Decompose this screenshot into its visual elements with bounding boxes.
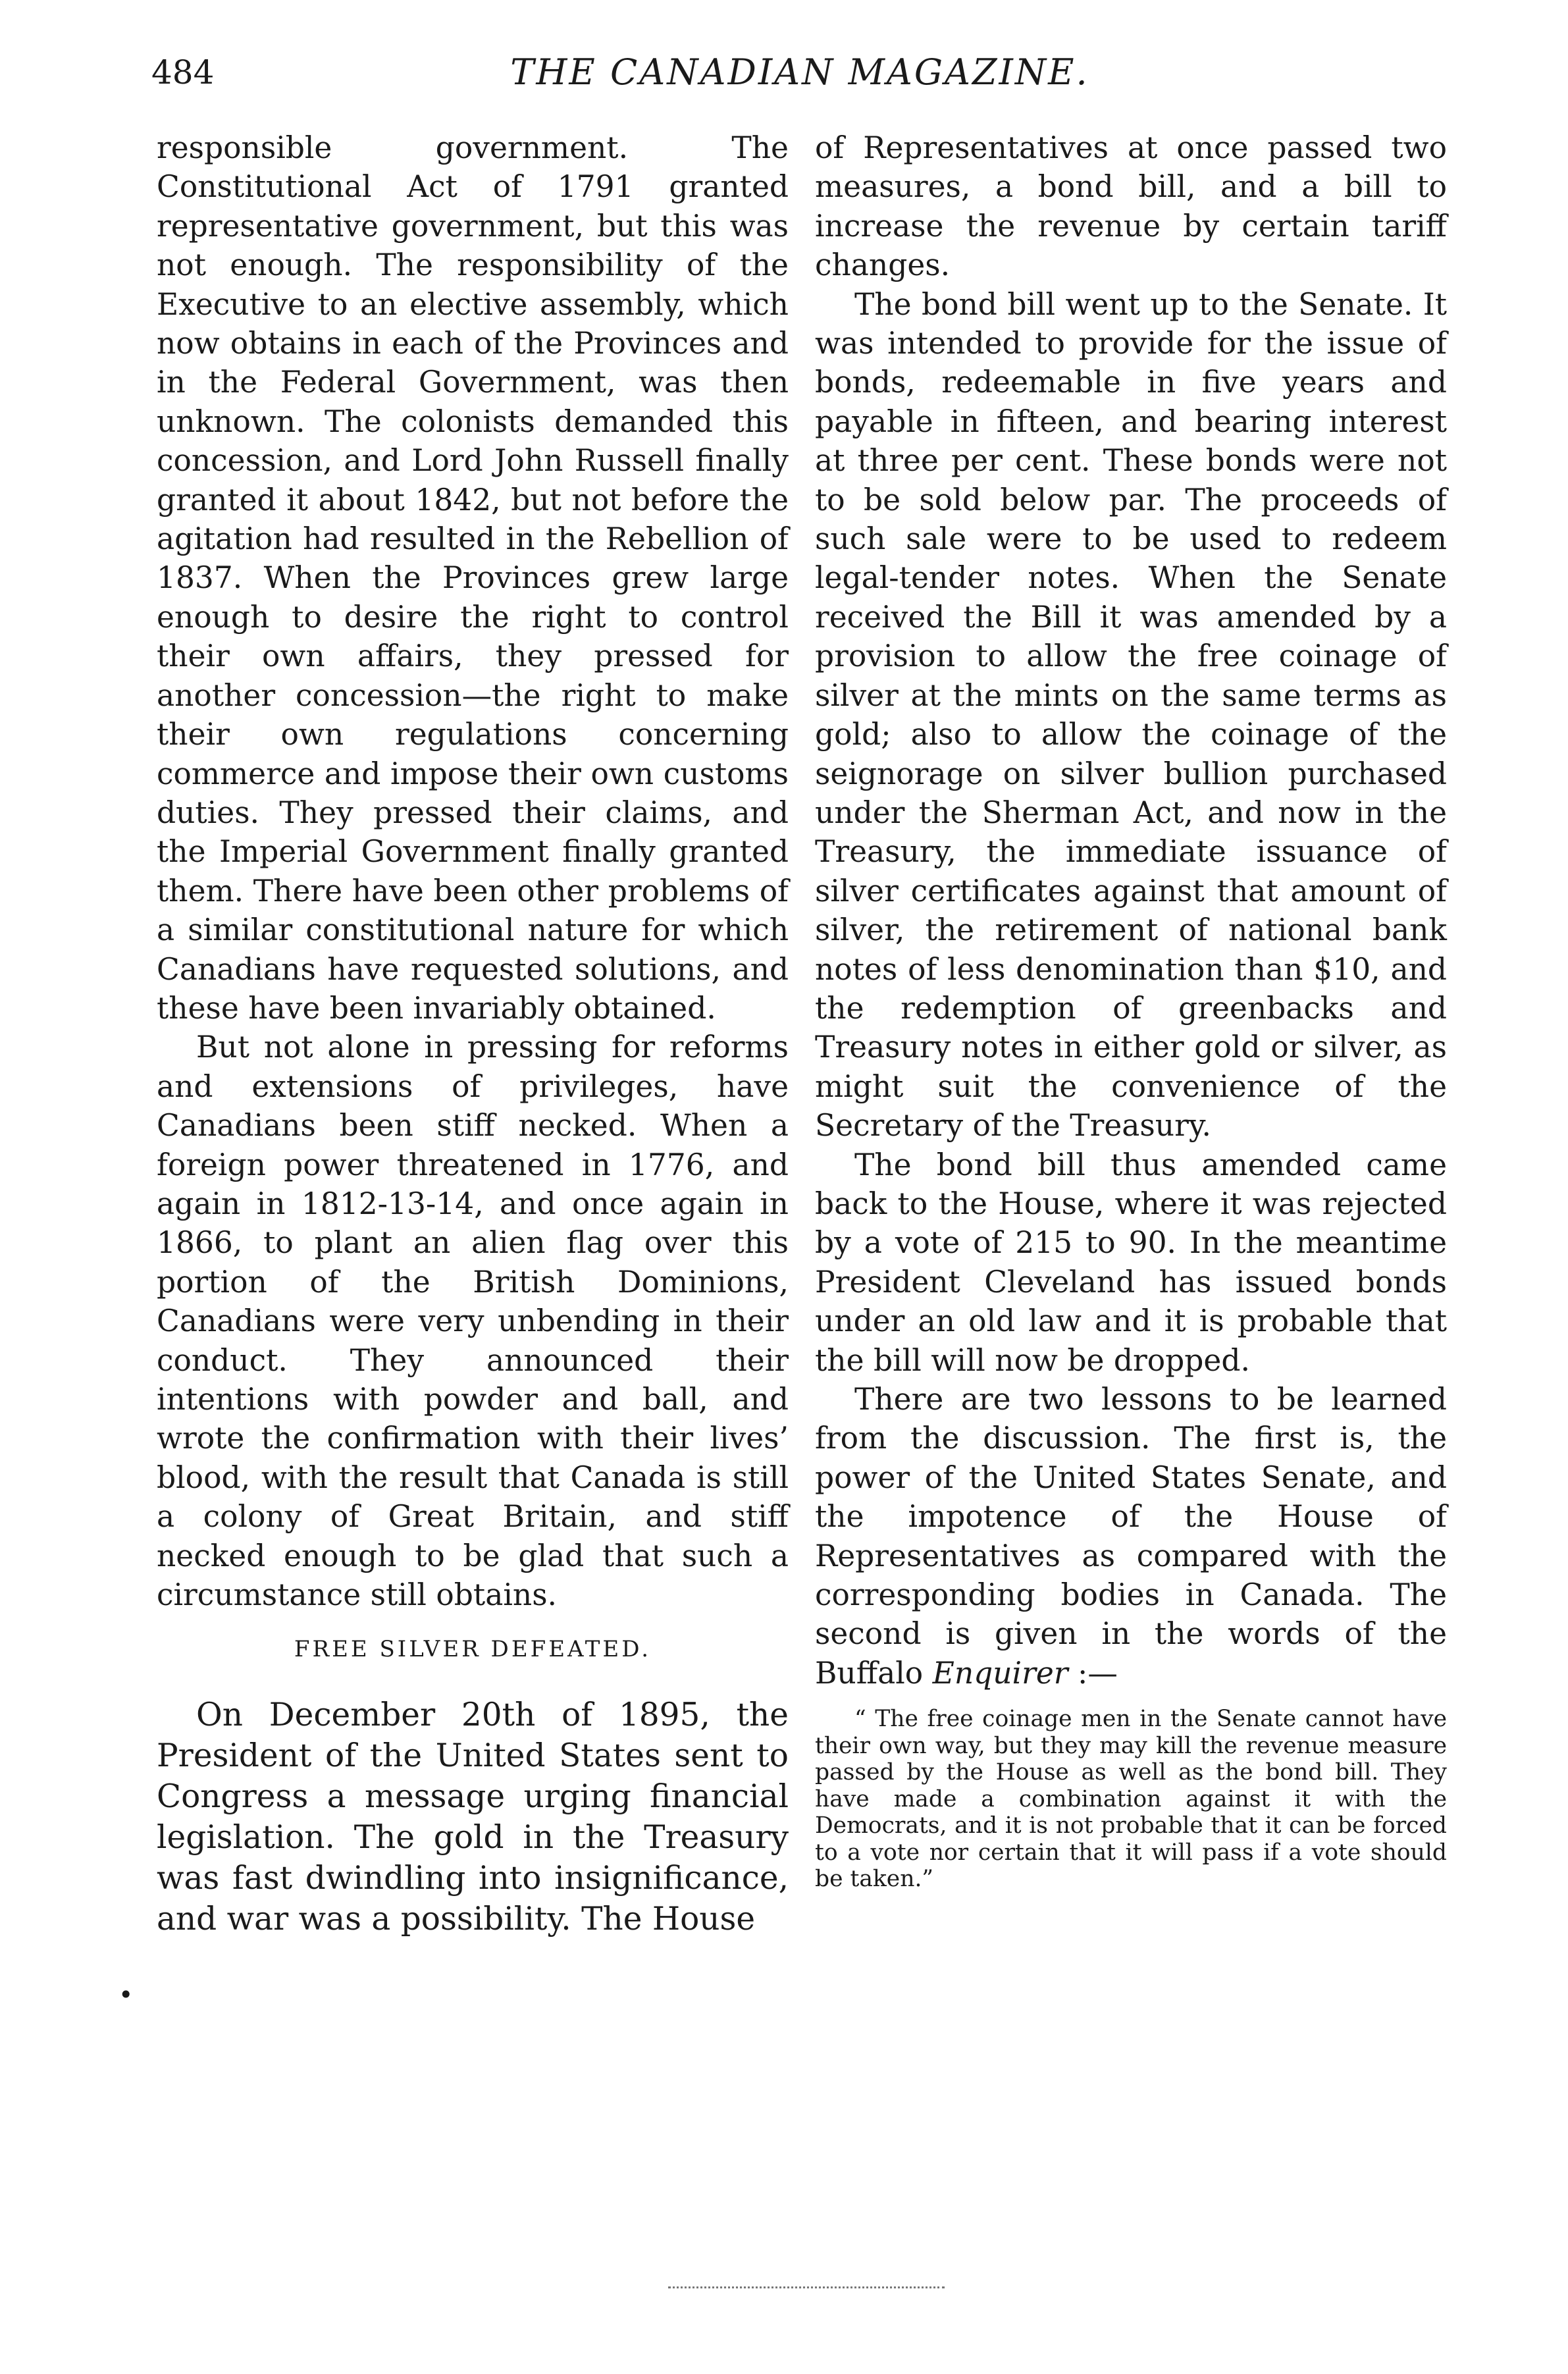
right-paragraph-2: The bond bill went up to the Senate. It was intended to provide for the issue of bonds, redeemable in five years and payable in fifteen, and bearing interest at three per cent. These bonds were not to be sold below par. The proceeds of such sale were to be used to redeem legal-tender notes. When the Senate received the Bill it was amended by a provision to allow the free coinage of silver at the mints on the same terms as gold; also to allow the coinage of the seignorage on silver bullion purchased under the Sherman Act, and now in the Treasury, the immediate issuance of silver certificates against that amount of silver, the retirement of national bank notes of less denomination than $10, and the redemption of greenbacks and Treasury notes in either gold or silver, as might suit the convenience of the Secretary of the Treasury. bbox=[815, 286, 1447, 1144]
running-head: THE CANADIAN MAGAZINE. bbox=[510, 51, 1089, 93]
right-column bbox=[815, 128, 1447, 1893]
margin-mark: • bbox=[118, 1980, 134, 2009]
source-title: Enquirer bbox=[932, 1655, 1068, 1691]
right-paragraph-1: of Representatives at once passed two measures, a bond bill, and a bill to increase the revenue by certain tariff changes. bbox=[815, 130, 1447, 283]
right-paragraph-4-tail: :— bbox=[1068, 1655, 1118, 1691]
section-heading: FREE SILVER DEFEATED. bbox=[294, 1636, 652, 1663]
left-column bbox=[157, 128, 789, 1939]
block-quotation: “ The free coinage men in the Senate cannot have their own way, but they may kill the revenue measure passed by the House as well as the bond bill. They have made a combination against it with the Democrats, and it is not probable that it can be forced to a vote nor certain that it will pass if a vote should be taken.” bbox=[815, 1706, 1447, 1893]
page-header bbox=[151, 46, 1448, 99]
right-paragraph-3: The bond bill thus amended came back to the House, where it was rejected by a vote of 215 to 90. In the meantime President Cleveland has issued bonds under an old law and it is probable that the bill will now be dropped. bbox=[815, 1147, 1447, 1378]
right-paragraph-4 bbox=[815, 1380, 1447, 1693]
left-paragraph-1: responsible government. The Constitutional Act of 1791 granted representative government, but this was not enough. The responsibility of the Executive to an elective assembly, which now obtains in each of the Provinces and in the Federal Government, was then unknown. The colonists demanded this concession, and Lord John Russell finally granted it about 1842, but not before the agitation had resulted in the Rebellion of 1837. When the Provinces grew large enough to desire the right to control their own affairs, they pressed for another concession—the right to make their own regulations concerning commerce and impose their own customs duties. They pressed their claims, and the Imperial Government finally granted them. There have been other problems of a similar constitutional nature for which Canadians have requested solutions, and these have been invariably obtained. bbox=[157, 130, 789, 1026]
right-paragraph-4-text: There are two lessons to be learned from the discussion. The first is, the power of the United States Senate, and the impotence of the House of Representatives as compared with the corresponding bodies in Canada. The second is given in the words of the Buffalo bbox=[815, 1382, 1447, 1691]
page-number: 484 bbox=[151, 53, 215, 92]
left-paragraph-2: But not alone in pressing for reforms and extensions of privileges, have Canadians been stiff necked. When a foreign power threatened in 1776, and again in 1812-13-14, and once again in 1866, to plant an alien flag over this portion of the British Dominions, Canadians were very unbending in their conduct. They announced their intentions with powder and ball, and wrote the confirmation with their lives’ blood, with the result that Canada is still a colony of Great Britain, and stiff necked enough to be glad that such a circumstance still obtains. bbox=[157, 1030, 789, 1613]
footer-rule bbox=[668, 2286, 945, 2288]
left-paragraph-3: On December 20th of 1895, the President of the United States sent to Congress a message urging financial legislation. The gold in the Treasury was fast dwindling into insignificance, and war was a possibility. The House bbox=[157, 1697, 789, 1938]
